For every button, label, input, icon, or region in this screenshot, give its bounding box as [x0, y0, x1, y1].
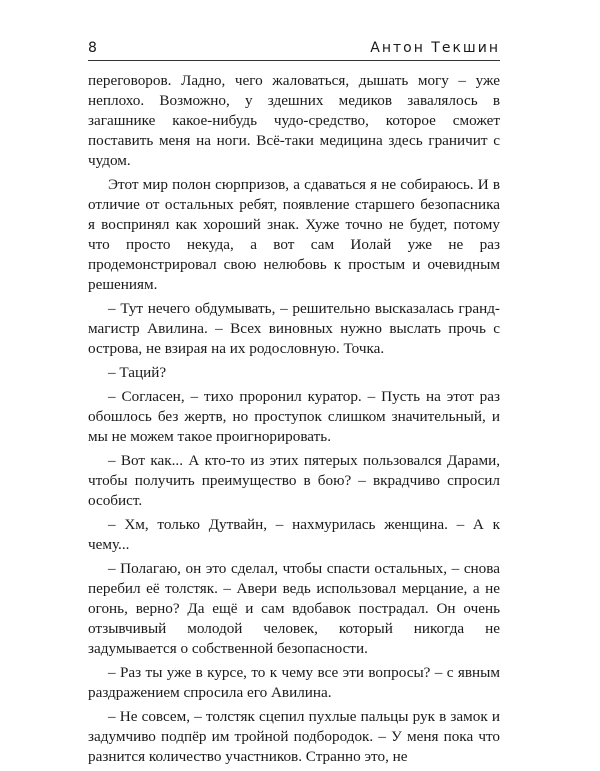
- author-name: Антон Текшин: [370, 40, 500, 56]
- paragraph: – Согласен, – тихо проронил куратор. – Пусть на этот раз обошлось без жертв, но проступок слишком значительный, и мы не можем такое проигнорировать.: [88, 388, 500, 445]
- page-number: 8: [88, 40, 98, 56]
- paragraph: – Хм, только Дутвайн, – нахмурилась женщина. – А к чему...: [88, 516, 500, 553]
- paragraph: Этот мир полон сюрпризов, а сдаваться я не собираюсь. И в отличие от остальных ребят, появление старшего безопасника я воспринял как хороший знак. Хуже точно не будет, потому что просто некуда, а вот сам Иолай уже не раз продемонстрировал свою нелюбовь к простым и очевидным решениям.: [88, 176, 500, 293]
- body-text: [88, 71, 500, 767]
- book-page: [88, 40, 500, 771]
- running-header: [88, 40, 500, 61]
- paragraph: – Не совсем, – толстяк сцепил пухлые пальцы рук в замок и задумчиво подпёр им тройной подбородок. – У меня пока что разнится количество участников. Странно это, не: [88, 708, 500, 765]
- paragraph: переговоров. Ладно, чего жаловаться, дышать могу – уже неплохо. Возможно, у здешних медиков завалялось в загашнике какое-нибудь чудо-средство, которое сможет поставить меня на ноги. Всё-таки медицина здесь граничит с чудом.: [88, 72, 500, 169]
- paragraph: – Раз ты уже в курсе, то к чему все эти вопросы? – с явным раздражением спросила его Авилина.: [88, 664, 500, 701]
- paragraph: – Полагаю, он это сделал, чтобы спасти остальных, – снова перебил её толстяк. – Авери ведь использовал мерцание, а не огонь, верно? Да ещё и сам вдобавок пострадал. Он очень отзывчивый молодой человек, который никогда не задумывается о собственной безопасности.: [88, 560, 500, 657]
- paragraph: – Таций?: [108, 364, 167, 381]
- paragraph: – Вот как... А кто-то из этих пятерых пользовался Дарами, чтобы получить преимущество в бою? – вкрадчиво спросил особист.: [88, 452, 500, 509]
- paragraph: – Тут нечего обдумывать, – решительно высказалась гранд-магистр Авилина. – Всех виновных нужно выслать прочь с острова, не взирая на их родословную. Точка.: [88, 300, 500, 357]
